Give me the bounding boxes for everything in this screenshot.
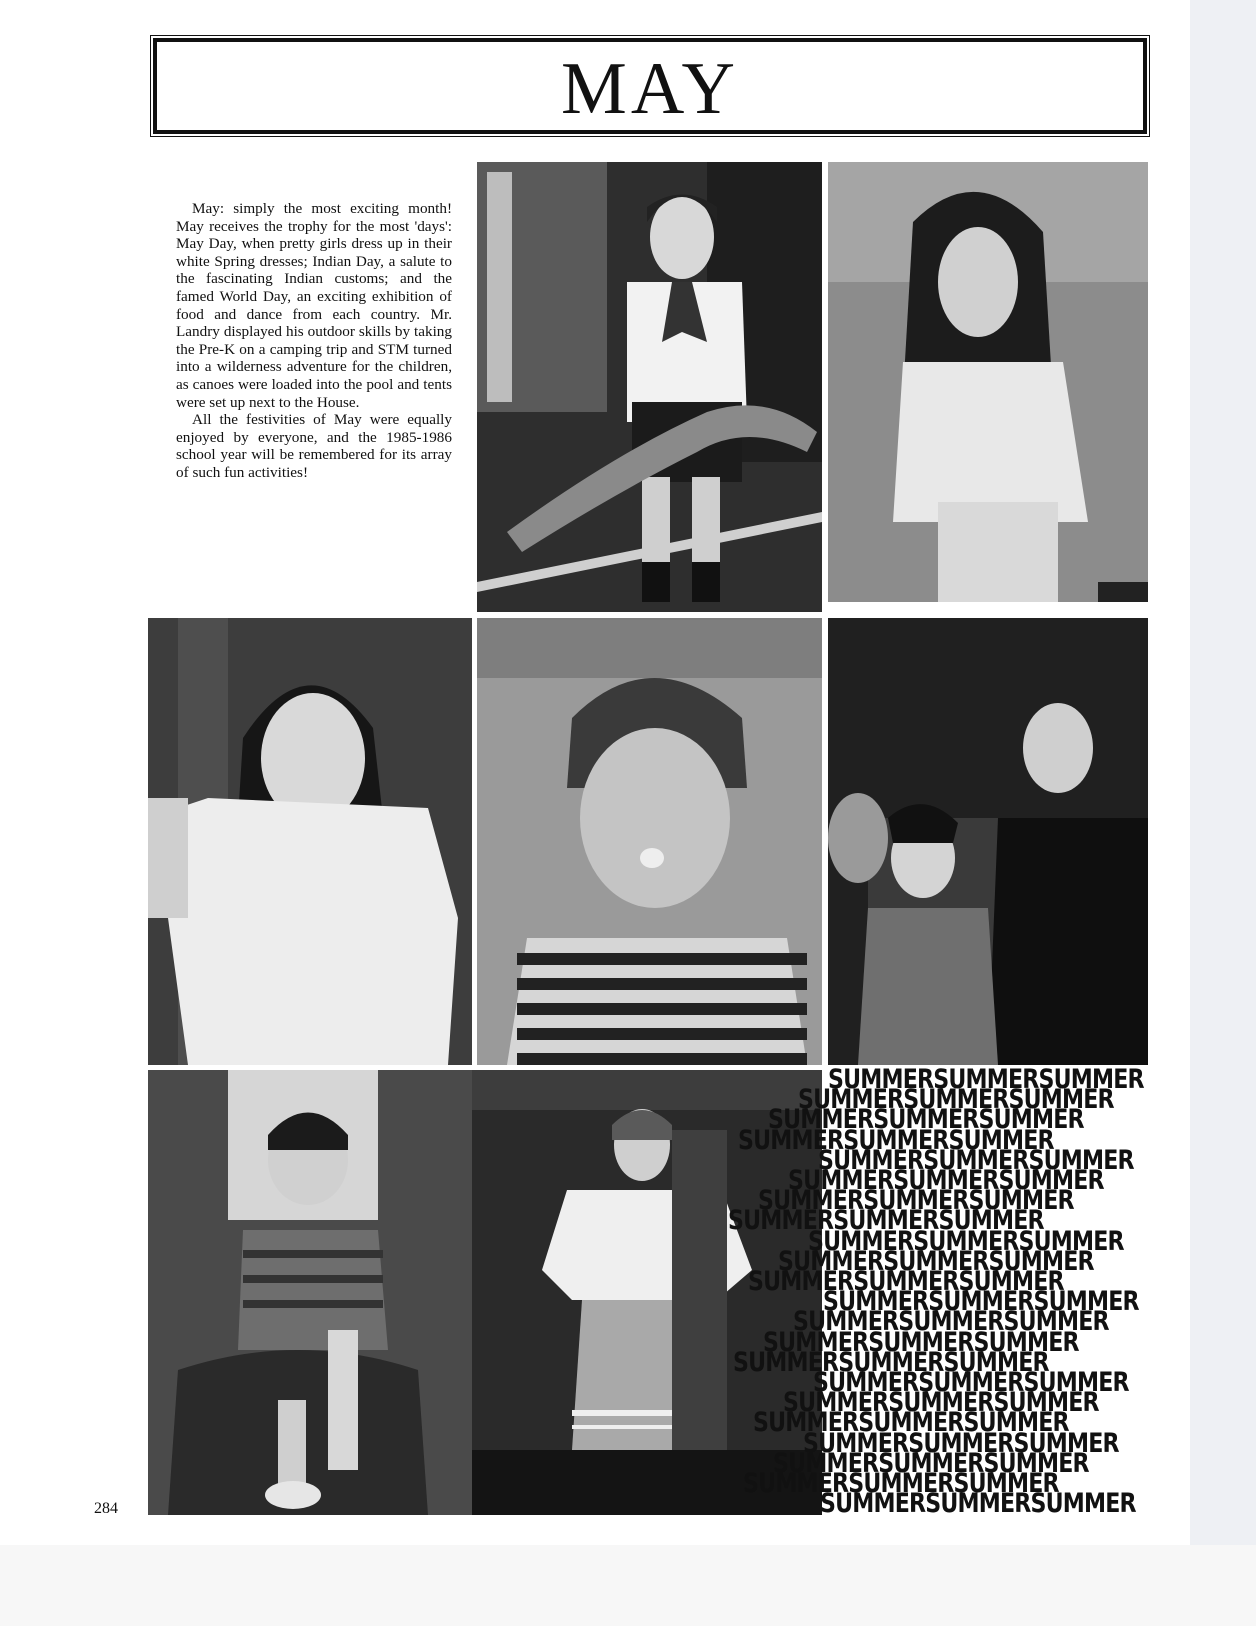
pattern-line: SUMMERSUMMERSUMMER <box>738 1124 1054 1156</box>
intro-text <box>176 200 452 482</box>
pattern-line: SUMMERSUMMERSUMMER <box>768 1104 1084 1136</box>
pattern-line: SUMMERSUMMERSUMMER <box>763 1326 1079 1358</box>
photo-girl-long-hair <box>828 162 1148 602</box>
pattern-line: SUMMERSUMMERSUMMER <box>823 1286 1139 1318</box>
pattern-line: SUMMERSUMMERSUMMER <box>803 1427 1119 1459</box>
page-margin <box>1190 0 1256 1545</box>
page-bottom-margin <box>0 1545 1256 1626</box>
photo-boy-with-ribbon <box>477 162 822 612</box>
title-box <box>153 38 1147 134</box>
photo-boy-tongue-out <box>477 618 822 1065</box>
pattern-line: SUMMERSUMMERSUMMER <box>728 1205 1044 1237</box>
photo-smiling-girl <box>148 618 472 1065</box>
photo-boy-with-backpack <box>148 1070 472 1515</box>
intro-paragraph-1: May: simply the most exciting month! May receives the trophy for the most 'days': May Day, when pretty girls dress up in their white Spring dresses; Indian Day, a salute to the fascinating Indian customs; and the famed World Day, an exciting exhibition of food and dance from each country. Mr. Landry displayed his outdoor skills by taking the Pre-K on a camping trip and STM turned into a wilderness adventure for the children, as canoes were loaded into the pool and tents were set up next to the House. <box>176 200 452 411</box>
pattern-line: SUMMERSUMMERSUMMER <box>798 1084 1114 1116</box>
pattern-line: SUMMERSUMMERSUMMER <box>748 1266 1064 1298</box>
pattern-line: SUMMERSUMMERSUMMER <box>753 1407 1069 1439</box>
page-title: MAY <box>561 48 739 130</box>
page-number: 284 <box>94 1500 118 1517</box>
intro-paragraph-2: All the festivities of May were equally enjoyed by everyone, and the 1985-1986 school year will be remembered for its array of such fun activities! <box>176 411 452 481</box>
pattern-line: SUMMERSUMMERSUMMER <box>783 1387 1099 1419</box>
pattern-line: SUMMERSUMMERSUMMER <box>773 1447 1089 1479</box>
pattern-line: SUMMERSUMMERSUMMER <box>828 1064 1144 1095</box>
photo-girls-in-robes <box>828 618 1148 1065</box>
pattern-line: SUMMERSUMMERSUMMER <box>808 1225 1124 1257</box>
pattern-line: SUMMERSUMMERSUMMER <box>818 1144 1134 1176</box>
pattern-line: SUMMERSUMMERSUMMER <box>758 1185 1074 1217</box>
pattern-line: SUMMERSUMMERSUMMER <box>743 1468 1059 1500</box>
pattern-line: SUMMERSUMMERSUMMER <box>813 1367 1129 1399</box>
pattern-line: SUMMERSUMMERSUMMER <box>788 1165 1104 1197</box>
pattern-line: SUMMERSUMMERSUMMER <box>820 1488 1136 1520</box>
summer-pattern-graphic <box>728 1064 1144 1520</box>
pattern-line: SUMMERSUMMERSUMMER <box>778 1245 1094 1277</box>
pattern-line: SUMMERSUMMERSUMMER <box>793 1306 1109 1338</box>
pattern-line: SUMMERSUMMERSUMMER <box>733 1346 1049 1378</box>
